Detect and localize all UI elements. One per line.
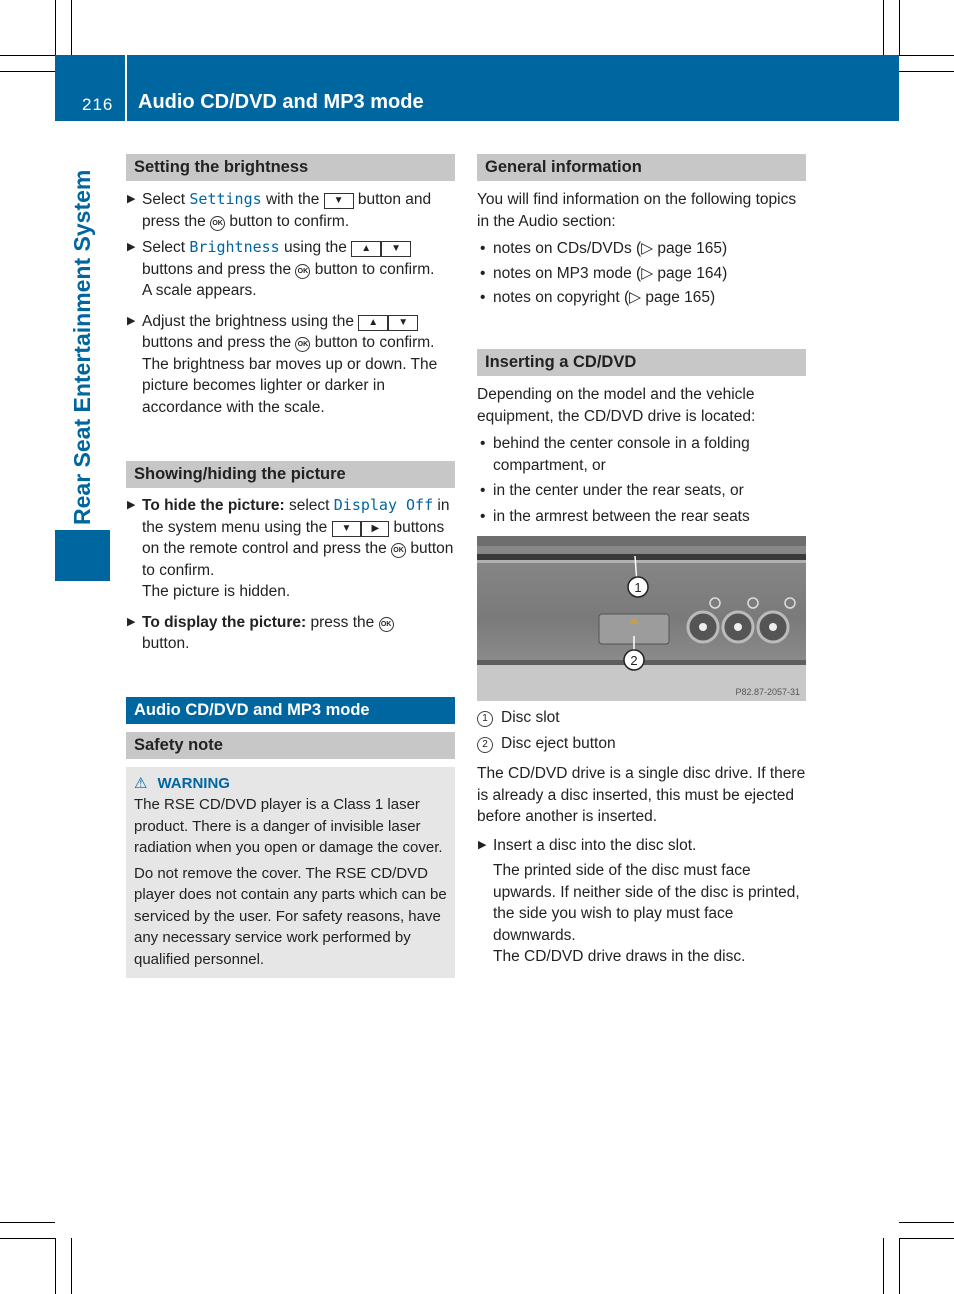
step-arrow-icon: ▶ — [478, 838, 487, 851]
menu-item-display-off: Display Off — [333, 496, 434, 514]
heading-safety-note: Safety note — [126, 732, 455, 759]
up-key-icon: ▲ — [358, 315, 388, 331]
section-tab-label: Rear Seat Entertainment System — [69, 169, 95, 525]
step-arrow-icon: ▶ — [127, 241, 136, 253]
inserting-intro: Depending on the model and the vehicle equipment, the CD/DVD drive is located: — [477, 386, 756, 425]
page-number: 216 — [82, 95, 114, 114]
general-intro: You will find information on the following topics in the Audio section: — [477, 191, 797, 230]
callout-1: 1 — [634, 580, 642, 595]
list-item: • notes on copyright (▷ page 165) — [480, 289, 716, 306]
right-column-inserting — [477, 349, 806, 527]
crop-mark — [899, 1238, 900, 1294]
crop-mark — [899, 1222, 954, 1223]
right-column — [477, 154, 806, 309]
ok-button-icon: OK — [210, 216, 225, 231]
menu-item-settings: Settings — [189, 190, 262, 208]
crop-mark — [899, 0, 900, 55]
callout-2: 2 — [630, 653, 638, 668]
step-arrow-icon: ▶ — [127, 499, 136, 511]
right-key-icon: ▶ — [361, 521, 389, 537]
down-key-icon: ▼ — [388, 315, 418, 331]
list-item: • in the armrest between the rear seats — [480, 507, 750, 525]
page-title: Audio CD/DVD and MP3 mode — [138, 91, 424, 113]
step-adjust-brightness: ▶ Adjust the brightness using the ▲ ▼ buttons and press the OK button to confirm. The brightness bar moves up or down. The picture becomes lighter or darker in accordance with the scale. — [127, 312, 438, 416]
cd-dvd-drive-photo — [477, 536, 806, 701]
ok-button-icon: OK — [295, 264, 310, 279]
warning-text: The RSE CD/DVD player is a Class 1 laser product. There is a danger of invisible laser radiation when you open or damage the cover. — [134, 796, 443, 856]
list-item: • notes on CDs/DVDs (▷ page 165) — [480, 240, 728, 257]
warning-title: WARNING — [157, 774, 230, 792]
list-item: • notes on MP3 mode (▷ page 164) — [480, 264, 728, 282]
crop-mark — [0, 55, 55, 56]
step-arrow-icon: ▶ — [127, 193, 136, 205]
step-select-settings: ▶ Select Settings with the ▼ button and press the OK button to confirm. — [127, 190, 432, 230]
crop-mark — [71, 1238, 72, 1294]
warning-triangle-icon: ⚠ — [134, 774, 148, 792]
step-arrow-icon: ▶ — [127, 615, 136, 628]
list-item: • in the center under the rear seats, or — [480, 482, 744, 499]
step-select-brightness: ▶ Select Brightness using the ▲ ▼ buttons and press the OK button to confirm. A scale appears. — [127, 238, 435, 299]
crop-mark — [883, 0, 884, 55]
right-column-lower — [477, 707, 806, 968]
crop-mark — [0, 1238, 55, 1239]
heading-general-information: General information — [477, 154, 806, 181]
crop-mark — [55, 1238, 56, 1294]
left-column — [126, 154, 455, 978]
heading-audio-mode: Audio CD/DVD and MP3 mode — [126, 697, 455, 724]
warning-text: Do not remove the cover. The RSE CD/DVD player does not contain any parts which can be serviced by the user. For safety reasons, have any necessary service work performed by qualified personnel. — [134, 864, 447, 968]
warning-box — [126, 767, 455, 979]
disc-slot — [477, 554, 806, 560]
heading-setting-brightness: Setting the brightness — [126, 154, 455, 181]
crop-mark — [899, 55, 954, 56]
header-divider — [125, 55, 127, 121]
menu-item-brightness: Brightness — [189, 238, 280, 256]
heading-inserting-cd-dvd: Inserting a CD/DVD — [477, 349, 806, 376]
ok-button-icon: OK — [391, 543, 406, 558]
step-display-picture: ▶ To display the picture: press the OK button. — [126, 612, 455, 655]
down-key-icon: ▼ — [381, 241, 411, 257]
section-tab-marker — [55, 530, 110, 581]
crop-mark — [55, 0, 56, 55]
step-arrow-icon: ▶ — [127, 314, 136, 327]
crop-mark — [899, 71, 954, 72]
up-key-icon: ▲ — [351, 241, 381, 257]
crop-mark — [0, 1222, 55, 1223]
down-key-icon: ▼ — [332, 521, 362, 537]
crop-mark — [899, 1238, 954, 1239]
photo-code: P82.87-2057-31 — [735, 687, 800, 697]
ok-button-icon: OK — [295, 337, 310, 352]
heading-showing-hiding-picture: Showing/hiding the picture — [126, 461, 455, 488]
step-hide-picture: ▶ To hide the picture: select Display Off in the system menu using the ▼ ▶ buttons on the remote control and press the OK button to confirm. The picture is hidden. — [127, 496, 454, 600]
crop-mark — [0, 71, 55, 72]
crop-mark — [71, 0, 72, 55]
list-item: • behind the center console in a folding compartment, or — [480, 435, 750, 474]
legend-item: 2 Disc eject button — [477, 733, 806, 755]
down-key-icon: ▼ — [324, 193, 354, 209]
crop-mark — [883, 1238, 884, 1294]
legend-item: 1 Disc slot — [477, 707, 806, 729]
step-insert-disc: ▶ Insert a disc into the disc slot. The printed side of the disc must face upwards. If neither side of the disc is printed, the side you wish to play must face downwards. The CD/DVD drive draws in the disc. — [478, 836, 800, 965]
ok-button-icon: OK — [379, 617, 394, 632]
drive-paragraph: The CD/DVD drive is a single disc drive. If there is already a disc inserted, this must be ejected before another is inserted. — [477, 765, 806, 825]
